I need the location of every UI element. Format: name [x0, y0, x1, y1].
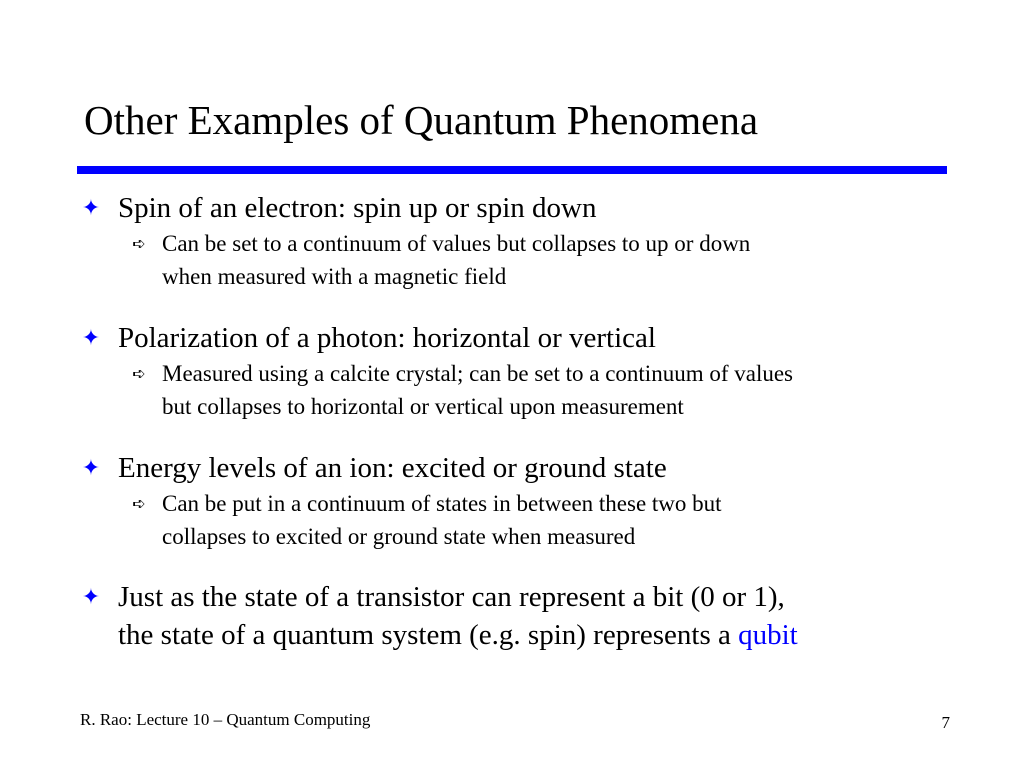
slide-title: Other Examples of Quantum Phenomena	[84, 97, 759, 143]
qubit-highlight: qubit	[738, 619, 798, 651]
sub-bullet-1-line-1: Can be set to a continuum of values but collapses to up or down	[162, 231, 751, 256]
bullet-text-1: Spin of an electron: spin up or spin down	[118, 192, 597, 224]
star-bullet-icon: ✦	[81, 456, 101, 481]
arrow-bullet-icon: ➪	[132, 234, 146, 253]
bullet-item-4	[80, 578, 950, 654]
star-bullet-icon: ✦	[81, 326, 101, 351]
bullet-main-2	[80, 319, 950, 357]
bullet-main-1	[80, 189, 950, 227]
star-bullet-icon: ✦	[81, 196, 101, 221]
bullet-text-4-line-2	[118, 616, 950, 654]
arrow-bullet-icon: ➪	[132, 494, 146, 513]
sub-bullet-3-line-1: Can be put in a continuum of states in between these two but	[162, 491, 722, 516]
title-underline-rule	[77, 166, 947, 174]
bullet-text-4-line-2-prefix: the state of a quantum system (e.g. spin) represents a	[118, 619, 739, 651]
bullet-main-4	[80, 578, 950, 654]
sub-bullet-2-line-1: Measured using a calcite crystal; can be set to a continuum of values	[162, 361, 794, 386]
sub-bullet-1-line-2: when measured with a magnetic field	[162, 264, 507, 289]
sub-bullet-3	[132, 487, 950, 553]
arrow-bullet-icon: ➪	[132, 364, 146, 383]
bullet-item-2	[80, 319, 950, 423]
bullet-text-4-line-1: Just as the state of a transistor can represent a bit (0 or 1),	[118, 581, 785, 613]
bullet-text-3: Energy levels of an ion: excited or ground state	[118, 452, 667, 484]
sub-bullet-1	[132, 227, 950, 293]
star-bullet-icon: ✦	[81, 585, 101, 610]
sub-bullet-2-line-2: but collapses to horizontal or vertical upon measurement	[162, 394, 684, 419]
page-number: 7	[941, 713, 950, 732]
footer-lecture-info: R. Rao: Lecture 10 – Quantum Computing	[80, 710, 371, 729]
bullet-text-2: Polarization of a photon: horizontal or vertical	[118, 322, 656, 354]
sub-bullet-2	[132, 357, 950, 423]
sub-bullet-3-line-2: collapses to excited or ground state when measured	[162, 524, 636, 549]
bullet-item-3	[80, 449, 950, 553]
bullet-item-1	[80, 189, 950, 293]
bullet-main-3	[80, 449, 950, 487]
